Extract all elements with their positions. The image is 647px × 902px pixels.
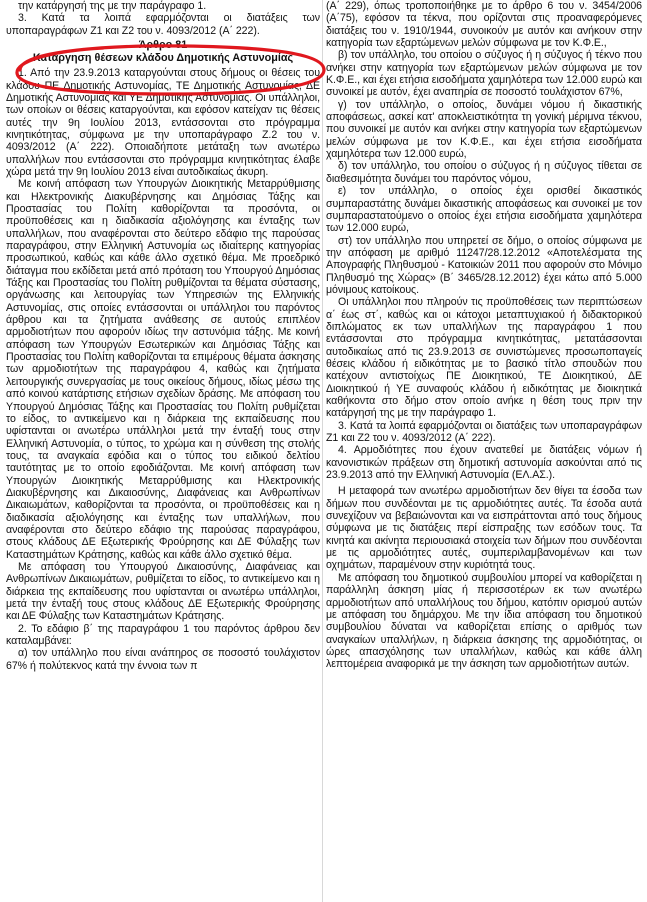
paragraph-left-4: 2. Το εδάφιο β΄ της παραγράφου 1 του παρόντος άρθρου δεν καταλαμβάνει: xyxy=(6,622,320,648)
paragraph-right-4: δ) τον υπάλληλο, του οποίου ο σύζυγος ή η σύζυγος τίθεται σε διαθεσιμότητα δυνάμει του παρόντος νόμου, xyxy=(326,160,642,185)
paragraph-left-top-1: την κατάργησή της με την παράγραφο 1. xyxy=(18,0,207,12)
article-number: Άρθρο 81 xyxy=(138,39,188,52)
paragraph-right-2: β) τον υπάλληλο, του οποίου ο σύζυγος ή η σύζυγος ή τέκνο που ανήκει στην κατηγορία των εξαρτώμενων μελών σύμφωνα με τον Κ.Φ.Ε., και έχει ετήσια εισοδήματα χαμηλότερα των 12.000 ευρώ και συνοικεί με αυτόν, έχει αναπηρία σε ποσοστό τουλάχιστον 67%, xyxy=(326,49,642,99)
paragraph-left-5: α) τον υπάλληλο που είναι ανάπηρος σε ποσοστό τουλάχιστον 67% ή πολύτεκνος κατά την έννοια των π xyxy=(6,647,320,672)
paragraph-right-6: στ) τον υπάλληλο που υπηρετεί σε δήμο, ο οποίος σύμφωνα με την απόφαση με αριθμό 11247/28.12.2012 «Αποτελέσματα της Απογραφής Πληθυσμού - Κατοικιών 2011 που αφορούν στο Μόνιμο Πληθυσμό της Χώρας» (Β΄ 3465/28.12.2012) έχει κάτω από 5.000 μόνιμους κατοίκους. xyxy=(326,234,642,296)
paragraph-right-10: Η μεταφορά των ανωτέρω αρμοδιοτήτων δεν θίγει τα έσοδα των δήμων που συνδέονται με τις αρμοδιότητες αυτές. Τα έσοδα αυτά συνεχίζουν να βεβαιώνονται και να εισπράττονται από τους δήμους σύμφωνα με τις διατάξεις περί είσπραξης των εσόδων τους. Τα κινητά και ακίνητα περιουσιακά στοιχεία των δήμων που συνδέονται με τις αρμοδιότητες αυτές, συμπεριλαμβανομένων και των οχημάτων, παραμένουν στην κυριότητά τους. xyxy=(326,485,642,572)
article-heading xyxy=(6,39,320,64)
left-column xyxy=(6,0,320,902)
paragraph-left-2: Με κοινή απόφαση των Υπουργών Διοικητικής Μεταρρύθμισης και Ηλεκτρονικής Διακυβέρνησης και Δημόσιας Τάξης και Προστασίας του Πολίτη καθορίζονται τα προσόντα, οι προϋποθέσεις και η διαδικασία αξιολόγησης και ένταξης των υπαλλήλων, που αναφέρονται στο δεύτερο εδάφιο της παρούσας παραγράφου, στην Ελληνική Αστυνομία ως ιδιαίτερης κατηγορίας προσωπικού, καθώς και κάθε άλλο σχετικό θέμα. Με προεδρικό διάταγμα που εκδίδεται μετά από πρόταση του Υπουργού Δημόσιας Τάξης και Προστασίας του Πολίτη ρυθμίζονται τα θέματα σύστασης, οργάνωσης και λειτουργίας των Υπηρεσιών της Ελληνικής Αστυνομίας, στις οποίες εντάσσονται οι υπάλληλοι του παρόντος άρθρου και τα ζητήματα ανάθεσης σε αυτούς επιπλέον αρμοδιοτήτων που αφορούν ιδίως την αστυνόμια τάξης. Με κοινή απόφαση των Υπουργών Εσωτερικών και Δημόσιας Τάξης και Προστασίας του Πολίτη καθορίζονται τα επιμέρους θέματα άσκησης των αρμοδιοτήτων της παραγράφου 4, καθώς και ζητήματα λειτουργικής συνεργασίας με τους οικείους δήμους, ιδίως μέσω της από κοινού κατάρτισης ετήσιων σχεδίων δράσης. Με απόφαση του Υπουργού Δημόσιας Τάξης και Προστασίας του Πολίτη ρυθμίζεται το είδος, το αντικείμενο και η διάρκεια της εκπαίδευσης που υφίστανται οι ανωτέρω υπάλληλοι μετά την ένταξή τους στην Ελληνική Αστυνομία, ο τύπος, το χρώμα και η σύνθεση της στολής τους, τα αναγκαία εφόδια και ο τύπος του ειδικού δελτίου ταυτότητας με το οποίο εφοδιάζονται. Με κοινή απόφαση των Υπουργών Διοικητικής Μεταρρύθμισης και Ηλεκτρονικής Διακυβέρνησης και Δικαιοσύνης, Διαφάνειας και Ανθρωπίνων Δικαιωμάτων, καθορίζονται τα προσόντα, οι προϋποθέσεις και η διαδικασία αξιολόγησης και ένταξης των υπαλλήλων, που αναφέρονται στο δεύτερο εδάφιο της παρούσας παραγράφου, στους κλάδους ΔΕ Εξωτερικής Φρούρησης και ΔΕ Φύλαξης των Καταστημάτων Κράτησης, καθώς και κάθε άλλο σχετικό θέμα. xyxy=(6,178,320,561)
paragraph-left-top-2: 3. Κατά τα λοιπά εφαρμόζονται οι διατάξεις των υποπαραγράφων Ζ1 και Ζ2 του ν. 4093/2012 (Α΄ 222). xyxy=(6,12,320,37)
paragraph-right-3: γ) τον υπάλληλο, ο οποίος, δυνάμει νόμου ή δικαστικής αποφάσεως, ασκεί κατ' αποκλειστικότητα τη γονική μέριμνα τέκνου, που συνοικεί με αυτόν και ανήκει στην κατηγορία των εξαρτώμενων μελών σύμφωνα με τον Κ.Φ.Ε., και έχει ετήσια εισοδήματα χαμηλότερα των 12.000 ευρώ, xyxy=(326,98,642,161)
paragraph-left-1: 1. Από την 23.9.2013 καταργούνται στους δήμους οι θέσεις του κλάδου ΠΕ Δημοτικής Αστυνομίας, ΤΕ Δημοτικής Αστυνομίας, ΔΕ Δημοτικής Αστυνομίας και ΥΕ Δημοτικής Αστυνομίας. Οι υπάλληλοι, των οποίων οι θέσεις καταργούνται, και εφόσον κατείχαν τις θέσεις αυτές την 9η Ιουλίου 2013, εντάσσονται στο πρόγραμμα κινητικότητας, σύμφωνα με την υποπαράγραφο Ζ.2 του ν. 4093/2012 (Α΄ 222). Οποιαδήποτε μετάταξη των ανωτέρω υπαλλήλων που εντάσσονται στο πρόγραμμα κινητικότητας έλαβε χώρα μετά την 9η Ιουλίου 2013 είναι αυτοδικαίως άκυρη. xyxy=(6,67,320,178)
column-divider xyxy=(322,0,323,902)
paragraph-right-9: 4. Αρμοδιότητες που έχουν ανατεθεί με διατάξεις νόμων ή κανονιστικών πράξεων στη δημοτική αστυνομία ασκούνται από τις 23.9.2013 από την Ελληνική Αστυνομία (ΕΛ.ΑΣ.). xyxy=(326,444,642,482)
paragraph-right-8: 3. Κατά τα λοιπά εφαρμόζονται οι διατάξεις των υποπαραγράφων Ζ1 και Ζ2 του ν. 4093/2012 (Α΄ 222). xyxy=(326,419,642,445)
paragraph-right-7: Οι υπάλληλοι που πληρούν τις προϋποθέσεις των περιπτώσεων α΄ έως στ΄, καθώς και οι κάτοχοι μεταπτυχιακού ή διδακτορικού διπλώματος εκ των υπαλλήλων της παραγράφου 1 που εντάσσονται στο πρόγραμμα κινητικότητας, μετατάσσονται αυτοδικαίως από τις 23.9.2013 σε συνιστώμενες προσωποπαγείς θέσεις κλάδου ή ειδικότητας με το βασικό τίτλο σπουδών που κατέχουν αντιστοίχως ΠΕ Διοικητικού, ΤΕ Διοικητικού, ΔΕ Διοικητικού ή ΥΕ συναφούς κλάδου ή ειδικότητας με διοικητικά καθήκοντα στο δήμο στον οποίο ανήκε η θέση τους πριν την κατάργησή της με την παράγραφο 1. xyxy=(326,296,642,420)
right-column xyxy=(326,0,642,902)
paragraph-right-1: (Α΄ 229), όπως τροποποιήθηκε με το άρθρο 6 του ν. 3454/2006 (Α΄75), εφόσον τα τέκνα, που ορίζονται στις προαναφερόμενες διατάξεις του ν. 1910/1944, συνοικούν με αυτόν και ανήκουν στην κατηγορία των εξαρτώμενων μελών σύμφωνα με τον Κ.Φ.Ε., xyxy=(326,0,642,50)
paragraph-left-3: Με απόφαση του Υπουργού Δικαιοσύνης, Διαφάνειας και Ανθρωπίνων Δικαιωμάτων, ρυθμίζεται το είδος, το αντικείμενο και η διάρκεια της εκπαίδευσης που υφίστανται οι ανωτέρω υπάλληλοι, μετά την ένταξή τους στους κλάδους ΔΕ Εξωτερικής Φρούρησης και ΔΕ Φύλαξης των Καταστημάτων Κράτησης. xyxy=(6,560,320,623)
paragraph-right-5: ε) τον υπάλληλο, ο οποίος έχει ορισθεί δικαστικός συμπαραστάτης δυνάμει δικαστικής αποφάσεως και συνοικεί με τον συμπαραστατούμενο ο οποίος έχει ετήσια εισοδήματα χαμηλότερα των 12.000 ευρώ, xyxy=(326,185,642,235)
paragraph-right-11: Με απόφαση του δημοτικού συμβουλίου μπορεί να καθορίζεται η παράλληλη άσκηση μίας ή περισσοτέρων εκ των ανωτέρω αρμοδιοτήτων από υπαλλήλους του δήμου, κατόπιν ορισμού αυτών με απόφαση του δημάρχου. Με την ίδια απόφαση του δημοτικού συμβουλίου δύναται να καθορίζεται επίσης ο αριθμός των αναγκαίων υπαλλήλων, η διάρκεια άσκησης της αρμοδιότητας, οι ώρες απασχόλησης των υπαλλήλων, καθώς και κάθε άλλη λεπτομέρεια αναφορικά με την άσκηση των αρμοδιοτήτων αυτών. xyxy=(326,571,642,671)
article-title: Κατάργηση θέσεων κλάδου Δημοτικής Αστυνομίας xyxy=(32,51,294,64)
